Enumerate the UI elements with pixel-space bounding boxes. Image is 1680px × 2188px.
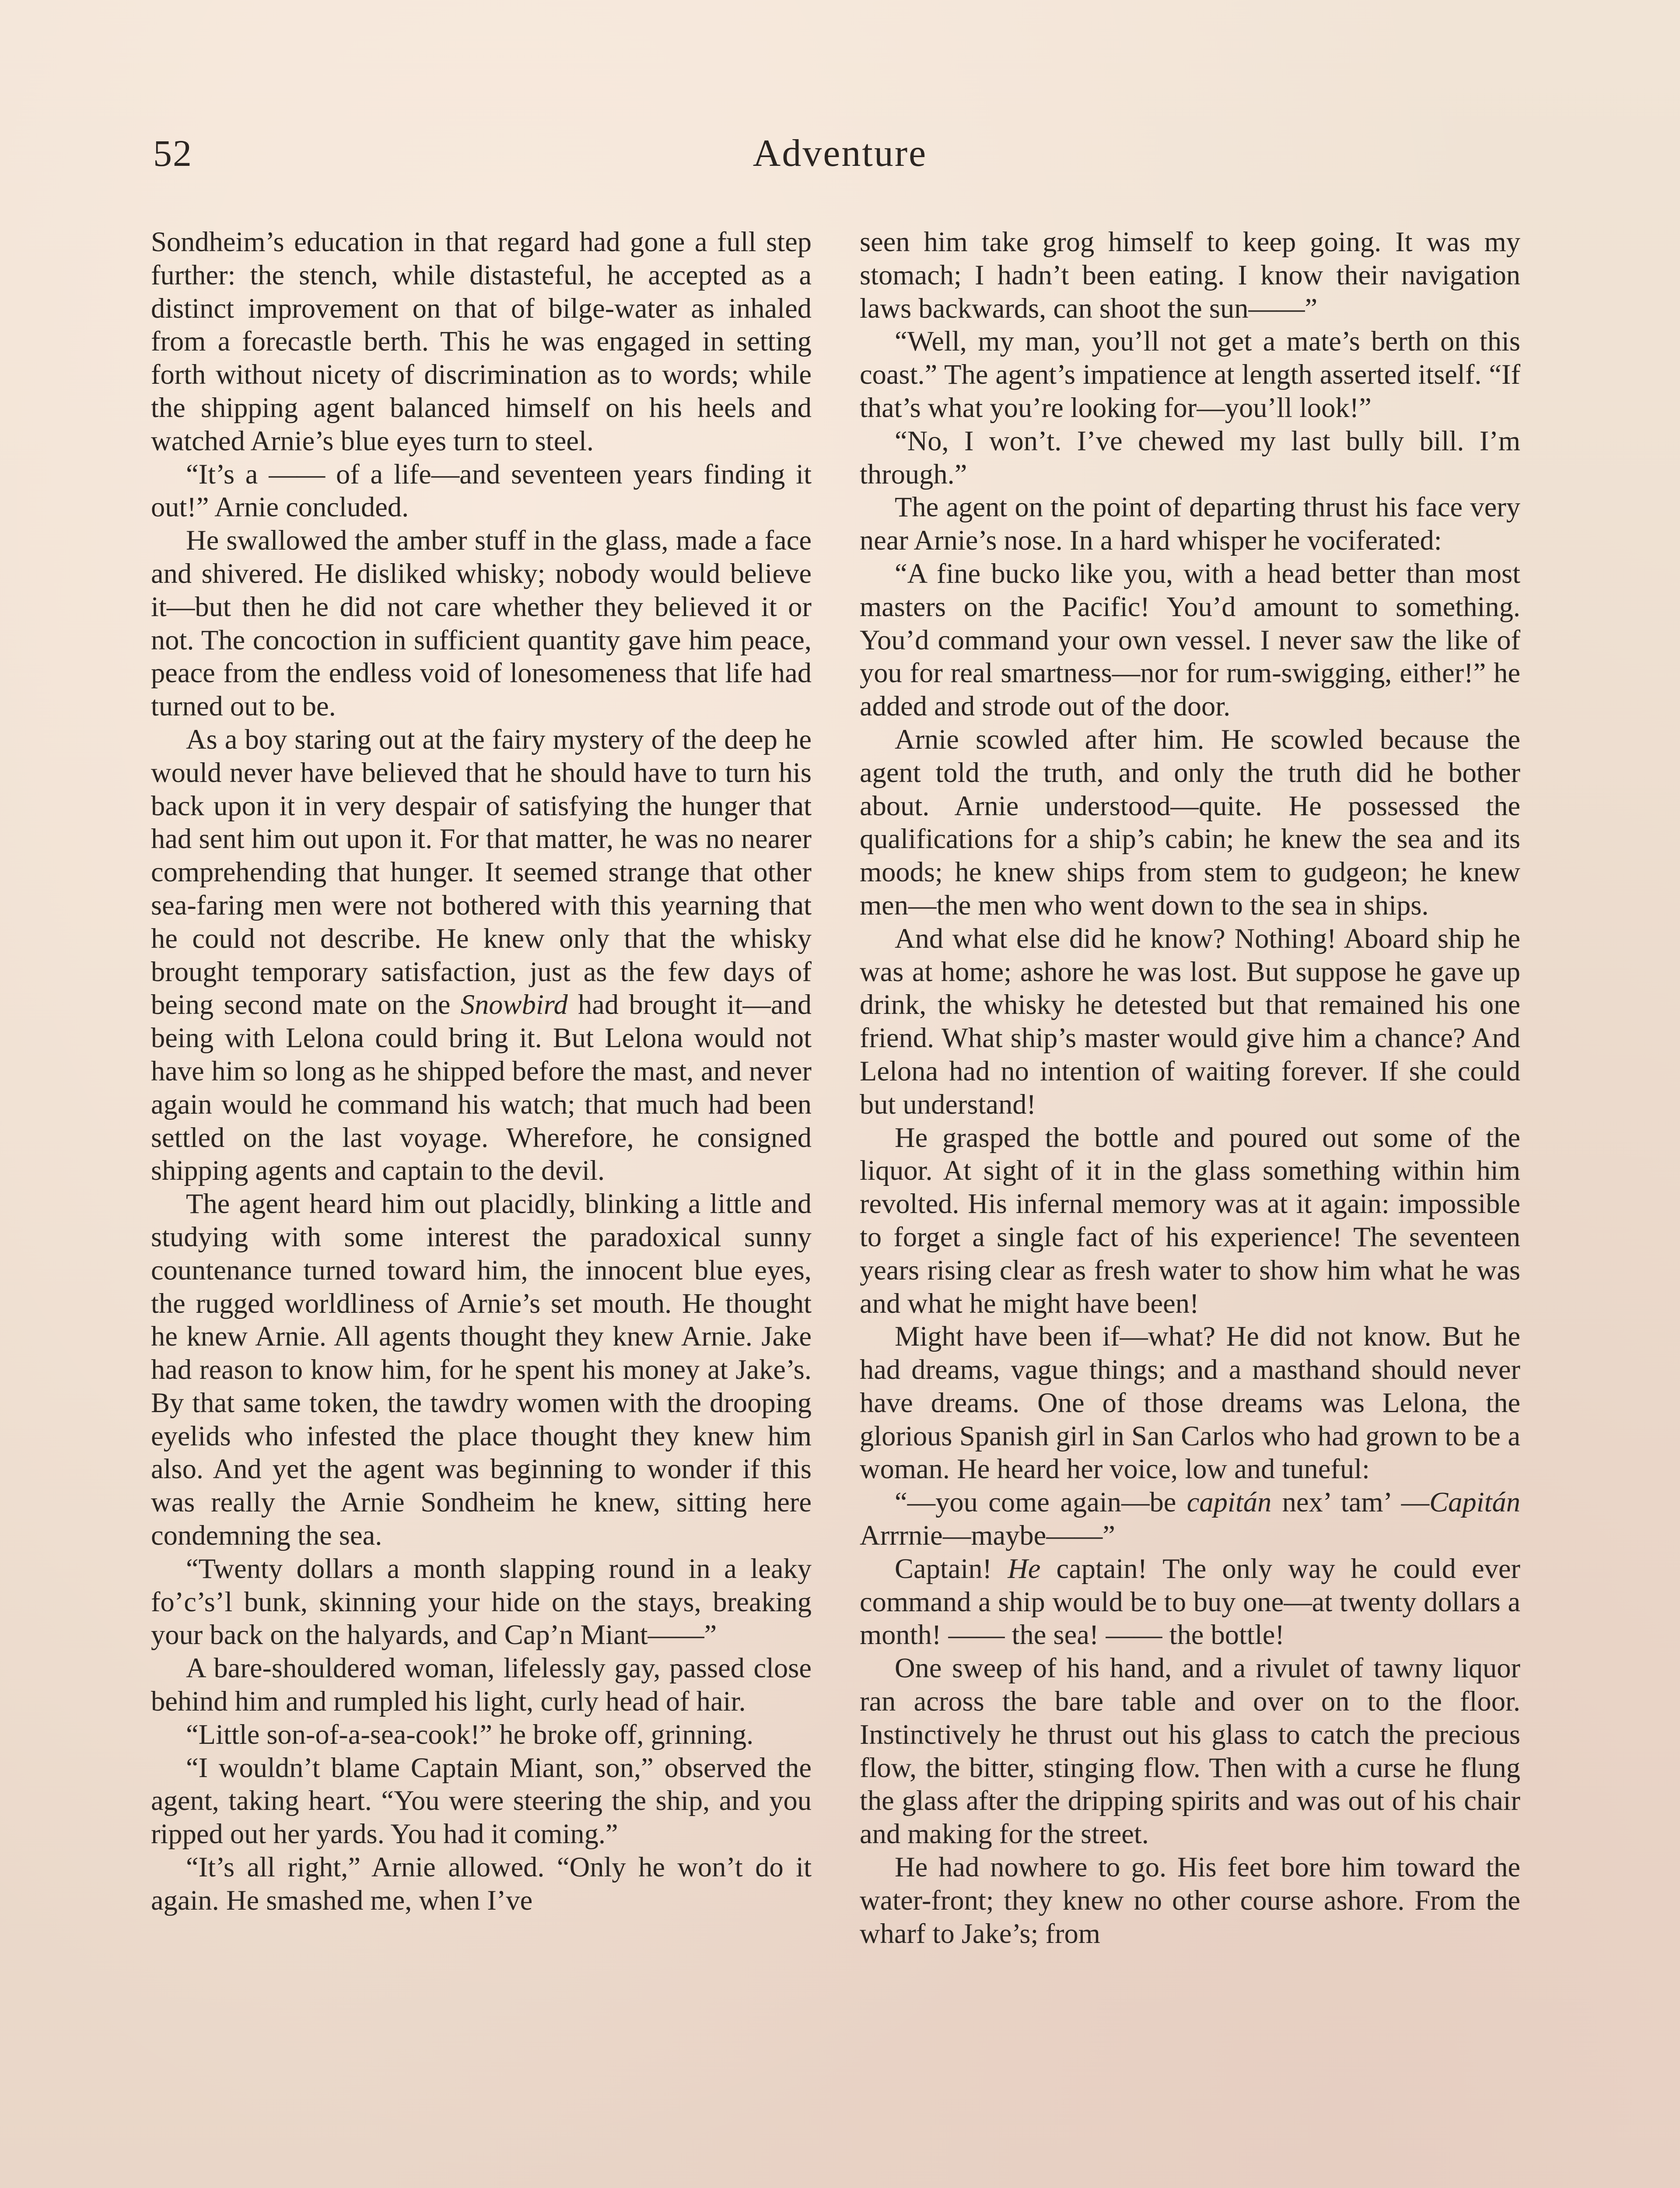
left-text-column (151, 225, 812, 1917)
paragraph (860, 1121, 1520, 1320)
text-run: “A fine bucko like you, with a head better than most masters on the Pacific! You’d amount to something. You’d command your own vessel. I never saw the like of you for real smartness—nor for rum-swigging, either!” he added and strode out of the door. (860, 558, 1520, 722)
text-run: “Well, my man, you’ll not get a mate’s berth on this coast.” The agent’s impatience at length asserted itself. “If that’s what you’re looking for—you’ll look!” (860, 326, 1520, 423)
paragraph (151, 1552, 812, 1652)
italic-text: capitán (1186, 1487, 1272, 1518)
paragraph (151, 1187, 812, 1552)
paragraph (151, 1851, 812, 1917)
paragraph (860, 1486, 1520, 1552)
paragraph (860, 1320, 1520, 1486)
paragraph (860, 922, 1520, 1121)
paragraph (151, 1751, 812, 1851)
text-run: “It’s a —— of a life—and seventeen years finding it out!” Arnie concluded. (151, 458, 812, 523)
italic-text: Capitán (1429, 1487, 1520, 1518)
text-run: Captain! (895, 1553, 1008, 1584)
text-run: “Twenty dollars a month slapping round in a leaky fo’c’s’l bunk, skinning your hide on the stays, breaking your back on the halyards, and Cap’n Miant——” (151, 1553, 812, 1651)
text-run: Arrrnie—maybe——” (860, 1520, 1115, 1551)
text-run: nex’ tam’ — (1271, 1487, 1430, 1518)
continued-paragraph (860, 225, 1520, 325)
paragraph (860, 723, 1520, 922)
text-run: captain! The only way he could ever command a ship would be to buy one—at twenty dollars a month! —— the sea! —— the bottle! (860, 1553, 1520, 1651)
italic-text: He (1008, 1553, 1041, 1584)
text-run: Arnie scowled after him. He scowled because the agent told the truth, and only the truth did he bother about. Arnie understood—quite. He possessed the qualifications for a ship’s cabin; he knew the sea and its moods; he knew ships from stem to gudgeon; he knew men—the men who went down to the sea in ships. (860, 723, 1520, 921)
paragraph (860, 325, 1520, 424)
text-run: The agent on the point of departing thrust his face very near Arnie’s nose. In a hard whisper he vociferated: (860, 491, 1520, 556)
paragraph (860, 1552, 1520, 1652)
text-run: “I wouldn’t blame Captain Miant, son,” observed the agent, taking heart. “You were steering the ship, and you ripped out her yards. You had it coming.” (151, 1752, 812, 1850)
paragraph (151, 458, 812, 524)
text-run: He grasped the bottle and poured out some of the liquor. At sight of it in the glass something within him revolted. His infernal memory was at it again: impossible to forget a single fact of his experience! The seventeen years rising clear as fresh water to show him what he was and what he might have been! (860, 1122, 1520, 1319)
italic-text: Snowbird (460, 989, 568, 1020)
paragraph (151, 524, 812, 723)
paragraph (860, 557, 1520, 723)
text-run: “—you come again—be (895, 1487, 1187, 1518)
paragraph (860, 491, 1520, 557)
text-run: As a boy staring out at the fairy mystery of the deep he would never have believed that he should have to turn his back upon it in very despair of satisfying the hunger that had sent him out upon it. For that matter, he was no nearer comprehending that hunger. It seemed strange that other sea-faring men were not bothered with this yearning that he could not describe. He knew only that the whisky brought temporary satisfaction, just as the few days of being second mate on the (151, 723, 812, 1020)
text-run: He swallowed the amber stuff in the glass, made a face and shivered. He disliked whisky; nobody would believe it—but then he did not care whether they believed it or not. The concoction in sufficient quantity gave him peace, peace from the endless void of lonesomeness that life had turned out to be. (151, 525, 812, 722)
text-run: One sweep of his hand, and a rivulet of tawny liquor ran across the bare table and over on to the floor. Instinctively he thrust out his glass to catch the precious flow, the bitter, stinging flow. Then with a curse he flung the glass after the dripping spirits and was out of his chair and making for the street. (860, 1652, 1520, 1850)
right-text-column (860, 225, 1520, 1950)
page-number: 52 (153, 132, 192, 174)
text-run: “Little son-of-a-sea-cook!” he broke off, grinning. (186, 1718, 754, 1750)
paragraph (860, 424, 1520, 491)
paragraph (860, 1851, 1520, 1950)
continued-paragraph (151, 225, 812, 458)
text-run: “No, I won’t. I’ve chewed my last bully bill. I’m through.” (860, 425, 1520, 490)
paragraph (860, 1652, 1520, 1851)
text-run: Might have been if—what? He did not know. But he had dreams, vague things; and a masthand should never have dreams. One of those dreams was Lelona, the glorious Spanish girl in San Carlos who had grown to be a woman. He heard her voice, low and tuneful: (860, 1321, 1520, 1485)
running-head-title: Adventure (752, 132, 928, 175)
text-run: seen him take grog himself to keep going. It was my stomach; I hadn’t been eating. I know their navigation laws backwards, can shoot the sun——” (860, 226, 1520, 324)
text-run: Sondheim’s education in that regard had gone a full step further: the stench, while distasteful, he accepted as a distinct improvement on that of bilge-water as inhaled from a forecastle berth. This he was engaged in setting forth without nicety of discrimination as to words; while the shipping agent balanced himself on his heels and watched Arnie’s blue eyes turn to steel. (151, 226, 812, 456)
paragraph (151, 1652, 812, 1718)
text-run: had brought it—and being with Lelona could bring it. But Lelona would not have him so long as he shipped before the mast, and never again would he command his watch; that much had been settled on the last voyage. Wherefore, he consigned shipping agents and captain to the devil. (151, 989, 812, 1186)
paragraph (151, 1718, 812, 1751)
paragraph (151, 723, 812, 1187)
text-run: The agent heard him out placidly, blinking a little and studying with some interest the paradoxical sunny countenance turned toward him, the innocent blue eyes, the rugged worldliness of Arnie’s set mouth. He thought he knew Arnie. All agents thought they knew Arnie. Jake had reason to know him, for he spent his money at Jake’s. By that same token, the tawdry women with the drooping eyelids who infested the place thought they knew him also. And yet the agent was beginning to wonder if this was really the Arnie Sondheim he knew, sitting here condemning the sea. (151, 1188, 812, 1551)
text-run: A bare-shouldered woman, lifelessly gay, passed close behind him and rumpled his light, curly head of hair. (151, 1652, 812, 1717)
text-run: He had nowhere to go. His feet bore him toward the water-front; they knew no other course ashore. From the wharf to Jake’s; from (860, 1851, 1520, 1949)
text-run: And what else did he know? Nothing! Aboard ship he was at home; ashore he was lost. But suppose he gave up drink, the whisky he detested but that remained his one friend. What ship’s master would give him a chance? And Lelona had no intention of waiting forever. If she could but understand! (860, 922, 1520, 1120)
text-run: “It’s all right,” Arnie allowed. “Only he won’t do it again. He smashed me, when I’ve (151, 1851, 812, 1916)
